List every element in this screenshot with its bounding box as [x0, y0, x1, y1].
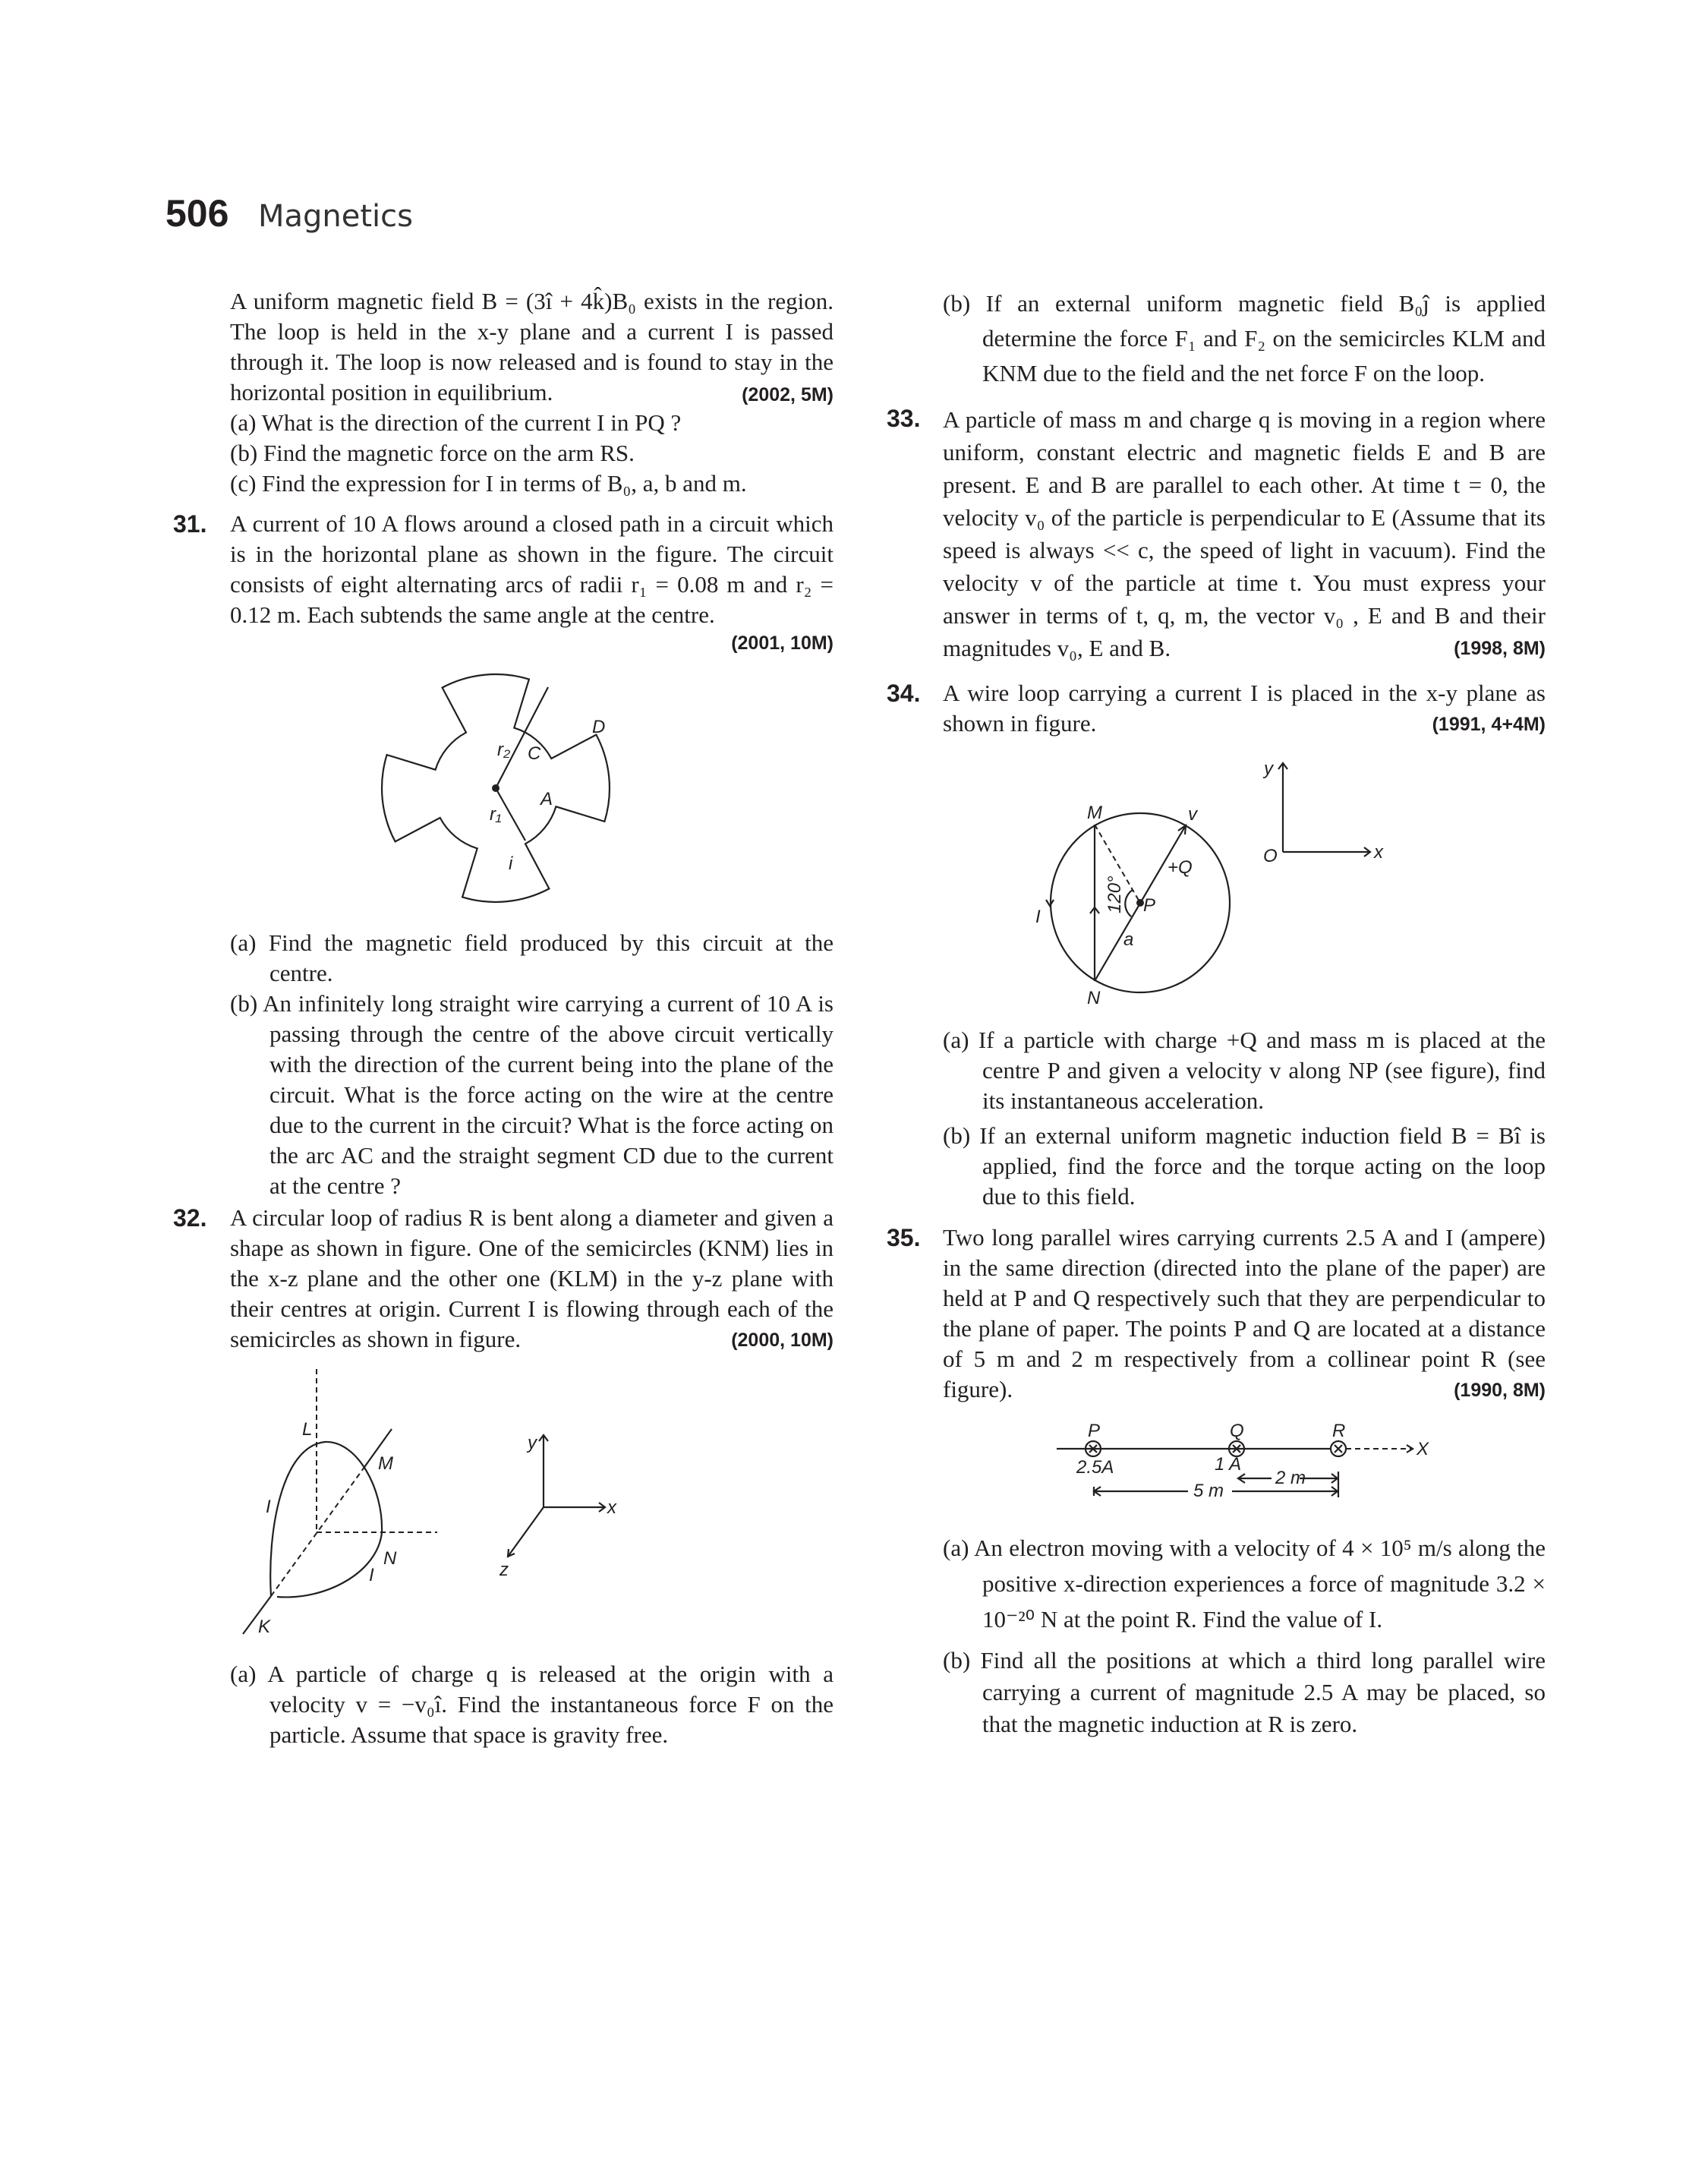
- q32-part-a: (a) A particle of charge q is released at the origin with a velocity v = −v₀î. Find the instantaneous force F on the particle. Assume that space is gravity free.: [230, 1661, 834, 1748]
- q31-number: 31.: [173, 510, 207, 538]
- q31-text: A current of 10 A flows around a closed path in a circuit which is in the horizontal plane as shown in the figure. The circuit consists of eight alternating arcs of radii r₁ = 0.08 m and r₂ = 0.12 m. Each subtends the same angle at the centre.: [230, 510, 834, 628]
- q31-label-d: D: [592, 717, 606, 737]
- q34-label-v: v: [1188, 804, 1197, 825]
- q35-part-a: (a) An electron moving with a velocity of 4 × 10⁵ m/s along the positive x-direction experiences a force of magnitude 3.2 × 10⁻²⁰ N at the point R. Find the value of I.: [943, 1535, 1546, 1633]
- q33-year-tag: (1998, 8M): [1454, 638, 1546, 659]
- chapter-title: Magnetics: [258, 199, 414, 234]
- q34-label-a: a: [1123, 929, 1134, 950]
- q33-number: 33.: [887, 405, 921, 432]
- q34-label-q: +Q: [1168, 857, 1193, 878]
- q35-point-r: [1331, 1441, 1346, 1456]
- q31-label-c: C: [528, 743, 541, 764]
- q35-parts: [943, 1530, 1546, 1740]
- q30-part-b: (b) Find the magnetic force on the arm RS.: [230, 440, 635, 466]
- q32-axis-label-x: x: [607, 1497, 616, 1518]
- q32-label-k: K: [258, 1617, 271, 1637]
- q35-label-q: Q: [1230, 1421, 1244, 1441]
- q31-part-a: (a) Find the magnetic field produced by this circuit at the centre.: [230, 929, 834, 986]
- q32-axis-label-y: y: [528, 1433, 537, 1453]
- q34-number: 34.: [887, 680, 921, 707]
- q31-label-i: i: [509, 853, 513, 874]
- q34-year-tag: (1991, 4+4M): [1432, 714, 1546, 735]
- q31-year-tag: (2001, 10M): [731, 633, 834, 654]
- q35-current-q: 1 A: [1215, 1454, 1242, 1475]
- q35-dimension-2m-label: 2 m: [1275, 1468, 1306, 1488]
- q35-part-b: (b) Find all the positions at which a third long parallel wire carrying a current of magnitude 2.5 A may be placed, so that the magnetic induction at R is zero.: [943, 1647, 1546, 1737]
- q35-label-x: X: [1417, 1439, 1429, 1459]
- q35-dimension-5m-label: 5 m: [1193, 1481, 1224, 1501]
- q34-part-a: (a) If a particle with charge +Q and mass m is placed at the centre P and given a velocity v along NP (see figure), find its instantaneous acceleration.: [943, 1027, 1546, 1114]
- q31-label-r1: r₁: [490, 804, 502, 825]
- q32-year-tag: (2000, 10M): [731, 1330, 834, 1351]
- q34-axis-label-y: y: [1264, 759, 1273, 779]
- q34-label-m: M: [1087, 803, 1102, 823]
- q35-label-p: P: [1088, 1421, 1101, 1441]
- q35-label-r: R: [1332, 1421, 1346, 1441]
- q31-label-a: A: [540, 789, 553, 809]
- q30-part-c: (c) Find the expression for I in terms of B₀, a, b and m.: [230, 470, 747, 497]
- q35-current-p: 2.5A: [1076, 1457, 1114, 1478]
- q32-text: A circular loop of radius R is bent along a diameter and given a shape as shown in figure. One of the semicircles (KNM) lies in the x-z plane and the other one (KLM) in the y-z plane with their centres at origin. Current I is flowing through each of the semicircles as shown in figure.: [230, 1204, 834, 1352]
- q35-number: 35.: [887, 1224, 921, 1251]
- q34-part-b: (b) If an external uniform magnetic induction field B = Bî is applied, find the force and the torque acting on the loop due to this field.: [943, 1122, 1546, 1210]
- q31-label-r2: r₂: [497, 740, 511, 760]
- q32-label-l: L: [302, 1419, 313, 1440]
- q34-axis-label-x: x: [1374, 842, 1383, 863]
- q35-year-tag: (1990, 8M): [1454, 1380, 1546, 1401]
- q35-text: Two long parallel wires carrying currents 2.5 A and I (ampere) in the same direction (directed into the plane of the paper) are held at P and Q respectively such that they are perpendicular to the plane of paper. The points P and Q are located at a distance of 5 m and 2 m respectively from a collinear point R (see figure).: [943, 1224, 1546, 1402]
- q32-axis-label-z: z: [499, 1560, 509, 1580]
- q30-intro: A uniform magnetic field B = (3î + 4k̂)B₀ exists in the region. The loop is held in the x-y plane and a current I is passed through it. The loop is now released and is found to stay in the horizontal position in equilibrium.: [230, 288, 834, 405]
- q30-part-a: (a) What is the direction of the current I in PQ ?: [230, 409, 682, 436]
- q34-label-p: P: [1143, 895, 1156, 916]
- q33-text: A particle of mass m and charge q is moving in a region where uniform, constant electric and magnetic fields E and B are present. E and B are parallel to each other. At time t = 0, the velocity v₀ of the particle is perpendicular to E (Assume that its speed is always << c, the speed of light in vacuum). Find the velocity v of the particle at time t. You must express your answer in terms of t, q, m, the vector v₀ , E and B and their magnitudes v₀, E and B.: [943, 406, 1546, 661]
- q34-axis-label-o: O: [1263, 846, 1278, 866]
- q32-label-n: N: [383, 1548, 397, 1569]
- q34-label-n: N: [1087, 988, 1101, 1008]
- q32-label-i2: I: [369, 1565, 374, 1585]
- q32-part-b: (b) If an external uniform magnetic field B₀ĵ is applied determine the force F₁ and F₂ on the semicircles KLM and KNM due to the field and the net force F on the loop.: [943, 290, 1546, 386]
- q30-year-tag: (2002, 5M): [742, 384, 834, 405]
- q32-number: 32.: [173, 1204, 207, 1232]
- q32-label-i1: I: [266, 1497, 271, 1517]
- q34-label-i: I: [1035, 907, 1041, 927]
- q34-angle-label: 120°: [1105, 875, 1125, 913]
- page-number: 506: [165, 192, 229, 235]
- q31-part-b: (b) An infinitely long straight wire carrying a current of 10 A is passing through the centre of the above circuit vertically with the direction of the current being into the plane of the circuit. What is the force acting on the wire at the centre due to the current in the circuit? What is the force acting on the arc AC and the straight segment CD due to the current at the centre ?: [230, 990, 834, 1199]
- q34-text: A wire loop carrying a current I is placed in the x-y plane as shown in figure.: [943, 680, 1546, 737]
- q32-label-m: M: [378, 1453, 393, 1474]
